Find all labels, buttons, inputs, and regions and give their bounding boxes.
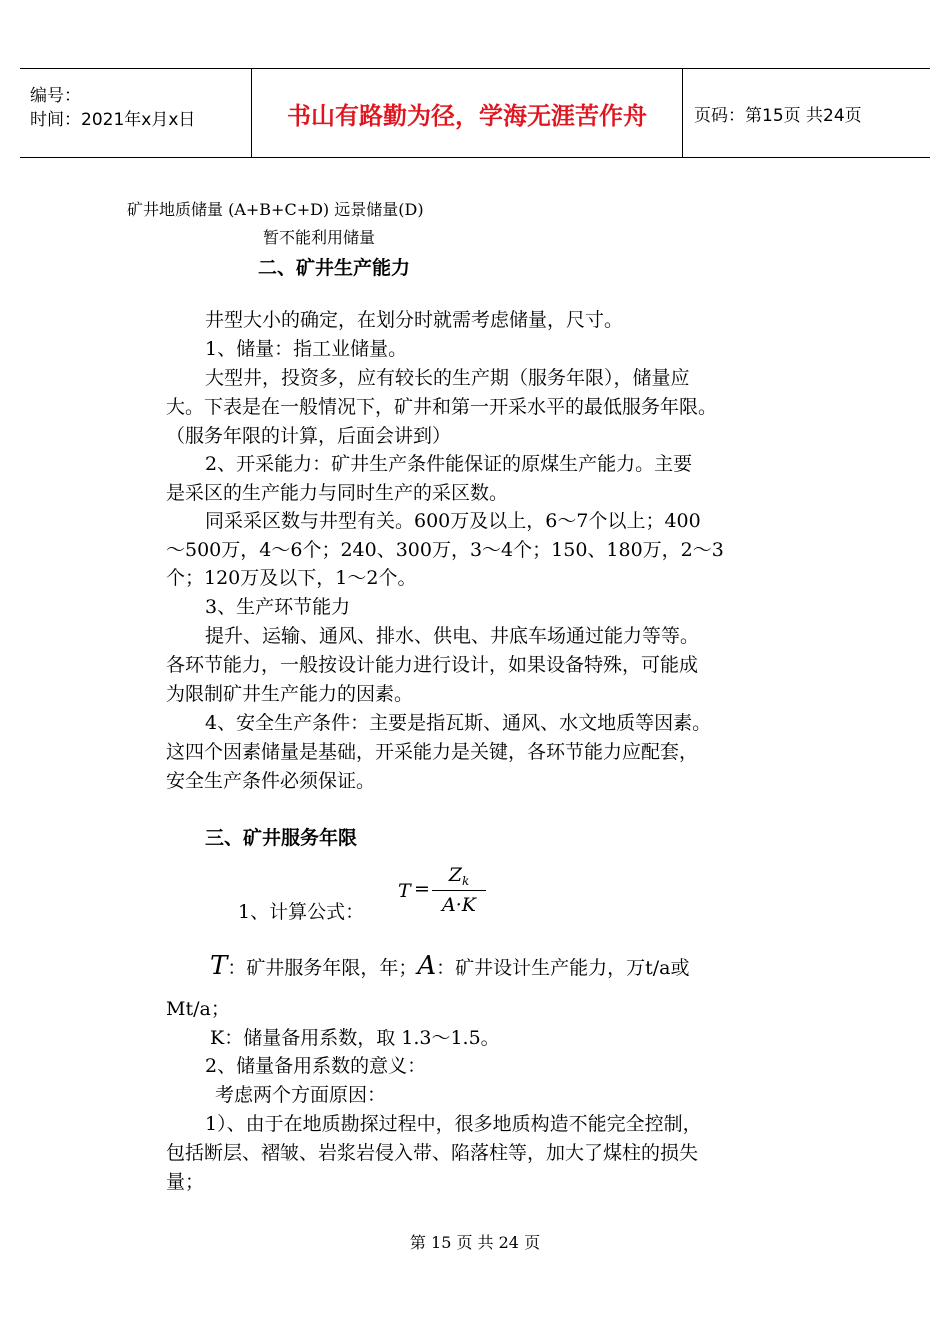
paragraph-6: 3、生产环节能力: [205, 596, 351, 618]
formula-denominator: A·K: [442, 894, 476, 916]
paragraph-3-line-1: 大型井，投资多，应有较长的生产期（服务年限），储量应: [205, 367, 690, 389]
doc-time-label: 时间：2021年x月x日: [30, 110, 196, 130]
page-header: [20, 68, 930, 158]
paragraph-7-line-2: 各环节能力，一般按设计能力进行设计，如果设备特殊，可能成: [166, 654, 699, 676]
formula-lhs: T: [398, 880, 411, 902]
paragraph-4-line-2: 是采区的生产能力与同时生产的采区数。: [166, 482, 509, 504]
paragraph-4-line-1: 2、开采能力：矿井生产条件能保证的原煤生产能力。主要: [205, 453, 693, 475]
header-motto-cell: [252, 69, 683, 157]
service-life-formula: [398, 862, 490, 922]
definition-line-1: [210, 952, 690, 982]
def-t-text: ：矿井服务年限，年；: [227, 957, 418, 979]
paragraph-5-line-2: ～500万，4～6个；240、300万，3～4个；150、180万，2～3: [166, 539, 724, 561]
paragraph-8-line-2: 这四个因素储量是基础，开采能力是关键，各环节能力应配套，: [166, 741, 699, 763]
paragraph-8-line-3: 安全生产条件必须保证。: [166, 770, 376, 792]
paragraph-11-line-1: 1）、由于在地质勘探过程中，很多地质构造不能完全控制，: [205, 1113, 702, 1135]
paragraph-3-line-3: （服务年限的计算，后面会讲到）: [166, 425, 452, 447]
paragraph-11-line-2: 包括断层、褶皱、岩浆岩侵入带、陷落柱等，加大了煤柱的损失: [166, 1142, 699, 1164]
doc-number-label: 编号：: [30, 86, 81, 106]
definition-continued: Mt/a；: [166, 998, 230, 1020]
paragraph-5-line-1: 同采采区数与井型有关。600万及以上，6～7个以上；400: [205, 510, 701, 532]
header-meta: [20, 69, 252, 157]
formula-label: 1、计算公式：: [238, 901, 365, 923]
formula-equals: =: [414, 878, 430, 900]
var-a: A: [417, 951, 437, 981]
paragraph-9: 2、储量备用系数的意义：: [205, 1055, 427, 1077]
section-heading-2: 二、矿井生产能力: [258, 257, 411, 279]
paragraph-3-line-2: 大。下表是在一般情况下，矿井和第一开采水平的最低服务年限。: [166, 396, 718, 418]
paragraph-11-line-3: 量；: [166, 1171, 205, 1193]
header-page-info: 页码：第15页 共24页: [694, 105, 862, 126]
fraction-bar: [432, 890, 486, 891]
paragraph-8-line-1: 4、安全生产条件：主要是指瓦斯、通风、水文地质等因素。: [205, 712, 712, 734]
paragraph-10: 考虑两个方面原因：: [215, 1084, 387, 1106]
reserve-line-1: 矿井地质储量 (A+B+C+D) 远景储量(D): [127, 200, 424, 219]
def-a-text: ：矿井设计生产能力，万t/a或: [436, 957, 690, 979]
paragraph-7-line-1: 提升、运输、通风、排水、供电、井底车场通过能力等等。: [205, 625, 700, 647]
reserve-line-2: 暂不能利用储量: [263, 228, 376, 247]
header-motto: 书山有路勤为径，学海无涯苦作舟: [287, 101, 647, 130]
paragraph-1: 井型大小的确定，在划分时就需考虑储量，尺寸。: [205, 309, 624, 331]
paragraph-2: 1、储量：指工业储量。: [205, 338, 408, 360]
var-t: T: [210, 951, 228, 981]
section-heading-3: 三、矿井服务年限: [205, 827, 358, 849]
paragraph-5-line-3: 个；120万及以下，1～2个。: [166, 567, 417, 589]
definition-k: K：储量备用系数，取 1.3～1.5。: [210, 1027, 500, 1049]
page-footer: 第 15 页 共 24 页: [409, 1233, 541, 1252]
paragraph-7-line-3: 为限制矿井生产能力的因素。: [166, 683, 414, 705]
formula-numerator: $Z_k$: [448, 864, 470, 888]
